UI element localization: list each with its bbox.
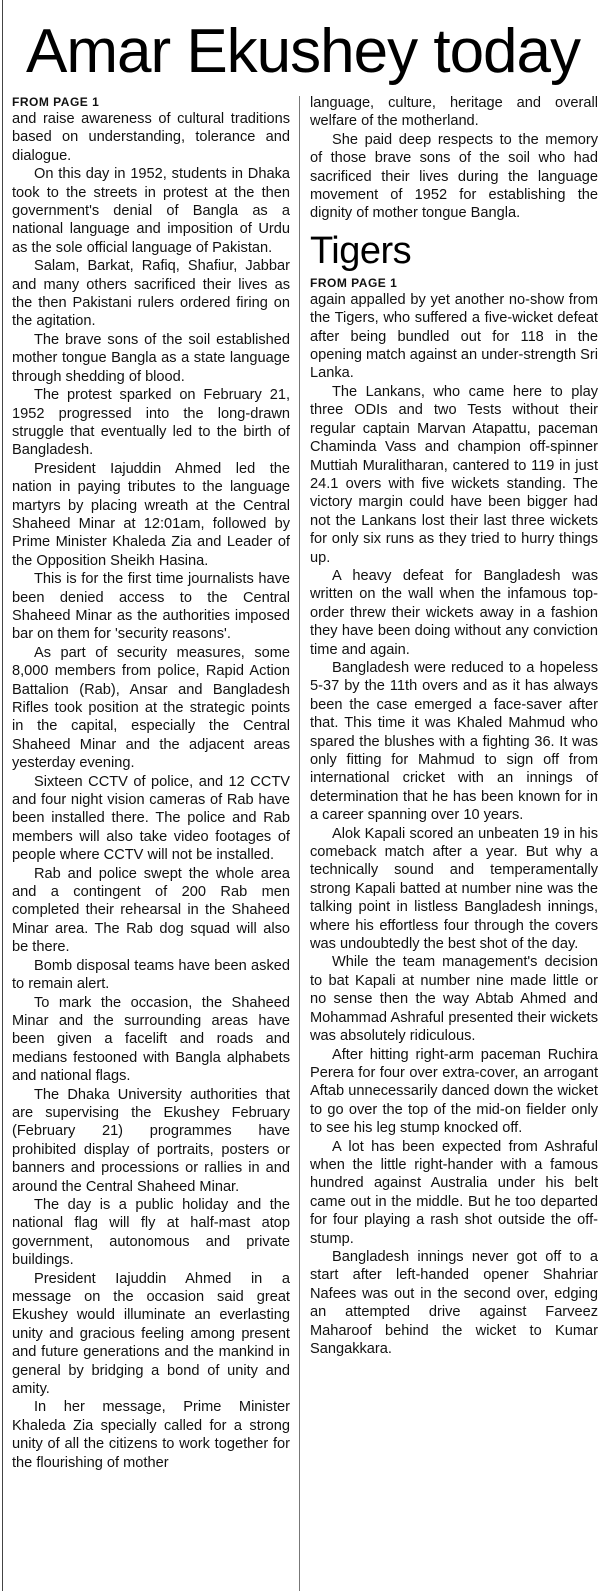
article-paragraph-continued: language, culture, heritage and overall welfare of the motherland. xyxy=(310,95,598,130)
headline: Amar Ekushey today xyxy=(25,17,581,86)
article-paragraph-continued: She paid deep respects to the memory of those brave sons of the soil who had sacrificed their lives during the language movement of 1952 for establishing the dignity of mother tongue Bangla. xyxy=(310,131,598,222)
article-paragraph: This is for the first time journalists have been denied access to the Central Shaheed Minar as the authorities imposed bar on them for 'security reasons'. xyxy=(12,571,290,643)
article-paragraph: As part of security measures, some 8,000 members from police, Rapid Action Battalion (Rab), Ansar and Bangladesh Rifles took position at the strategic points in the capital, especially the Central Shaheed Minar and the adjacent areas yesterday evening. xyxy=(12,644,290,772)
article-paragraph: and raise awareness of cultural traditions based on understanding, tolerance and dialogue. xyxy=(12,111,290,164)
kicker: FROM PAGE 1 xyxy=(310,275,398,290)
article-paragraph: The protest sparked on February 21, 1952 progressed into the long-drawn struggle that eventually led to the birth of Bangladesh. xyxy=(12,387,290,459)
article-paragraph: The Lankans, who came here to play three ODIs and two Tests without their regular captain Marvan Atapattu, paceman Chaminda Vass and champion off-spinner Muttiah Muralitharan, cantered to 119 in just 24.1 overs with five wickets standing. The victory margin could have been bigger had not the Lankans lost their last three wickets for only six runs as they tried to hurry things up. xyxy=(310,383,598,566)
article-paragraph: To mark the occasion, the Shaheed Minar and the surrounding areas have been given a facelift and roads and medians festooned with Bangla alphabets and national flags. xyxy=(12,994,290,1085)
article-paragraph: Rab and police swept the whole area and a contingent of 200 Rab men completed their rehearsal in the Shaheed Minar area. The Rab dog squad will also be there. xyxy=(12,865,290,956)
article-paragraph: On this day in 1952, students in Dhaka took to the streets in protest at the then government's denial of Bangla as a national language and imposition of Urdu as the sole official language of Pakistan. xyxy=(12,166,290,256)
page-edge-rule xyxy=(2,0,3,1591)
right-column xyxy=(310,94,598,1591)
kicker: FROM PAGE 1 xyxy=(12,95,100,109)
article-paragraph: The day is a public holiday and the national flag will fly at half-mast atop government, autonomous and private buildings. xyxy=(12,1196,290,1269)
article-paragraph: Bangladesh innings never got off to a start after left-handed opener Shahriar Nafees was out in the second over, edging an attempted drive against Farveez Maharoof behind the wicket to Kumar Sangakkara. xyxy=(310,1248,598,1357)
article-paragraph: A heavy defeat for Bangladesh was written on the wall when the infamous top-order threw their wickets away in a fashion they have been doing without any conviction time and again. xyxy=(310,567,598,658)
left-column xyxy=(12,94,290,1591)
article-paragraph: In her message, Prime Minister Khaleda Zia specially called for a strong unity of all the citizens to work together for the flourishing of mother xyxy=(12,1399,290,1471)
article-paragraph: Bangladesh were reduced to a hopeless 5-37 by the 11th overs and as it has always been the case emerged a face-saver after that. This time it was Khaled Mahmud who spared the blushes with a fighting 36. It was only fitting for Mahmud to sign off from international cricket with an innings of determination that he has been known for in a career spanning over 10 years. xyxy=(310,659,598,824)
article-paragraph: again appalled by yet another no-show from the Tigers, who suffered a five-wicket defeat after being bundled out for 118 in the opening match against an under-strength Sri Lanka. xyxy=(310,291,598,382)
column-divider xyxy=(299,96,300,1591)
article-paragraph: While the team management's decision to bat Kapali at number nine made little or no sense then the way Abtab Ahmed and Mohammad Ashraful presented their wickets was absolutely ridiculous. xyxy=(310,954,598,1045)
article-paragraph: Salam, Barkat, Rafiq, Shafiur, Jabbar and many others sacrificed their lives as the then Pakistani rulers ordered firing on the agitation. xyxy=(12,258,290,330)
article-paragraph: Bomb disposal teams have been asked to remain alert. xyxy=(12,957,290,993)
article-paragraph: After hitting right-arm paceman Ruchira Perera for four over extra-cover, an arrogant Aftab unnecessarily danced down the wicket to go over the top of the mid-on fielder only to see his leg stump knocked off. xyxy=(310,1046,598,1137)
article-paragraph: The brave sons of the soil established mother tongue Bangla as a state language through shedding of blood. xyxy=(12,331,290,385)
article-paragraph: President Iajuddin Ahmed in a message on the occasion said great Ekushey would illuminate an everlasting unity and gracious feeling among present and future generations and the mankind in general by bridging a bond of unity and amity. xyxy=(12,1270,290,1398)
article-paragraph: President Iajuddin Ahmed led the nation in paying tributes to the language martyrs by placing wreath at the Central Shaheed Minar at 12:01am, followed by Prime Minister Khaleda Zia and Leader of the Opposition Sheikh Hasina. xyxy=(12,460,290,569)
article-paragraph: The Dhaka University authorities that are supervising the Ekushey February (February 21) programmes have prohibited display of portraits, posters or banners and processions or rallies in and around the Central Shaheed Minar. xyxy=(12,1086,290,1195)
article-paragraph: Sixteen CCTV of police, and 12 CCTV and four night vision cameras of Rab have been installed there. The police and Rab members will also take video footages of people where CCTV will not be installed. xyxy=(12,773,290,864)
section-title: Tigers xyxy=(310,229,412,272)
article-paragraph: Alok Kapali scored an unbeaten 19 in his comeback match after a year. But why a technically sound and temperamentally strong Kapali batted at number nine was the talking point in listless Bangladesh innings, where his effortless four through the covers was undoubtedly the best shot of the day. xyxy=(310,825,598,953)
article-paragraph: A lot has been expected from Ashraful when the little right-hander with a famous hundred against Australia under his belt came out in the middle. But he too departed for four playing a rash shot outside the off-stump. xyxy=(310,1138,598,1247)
